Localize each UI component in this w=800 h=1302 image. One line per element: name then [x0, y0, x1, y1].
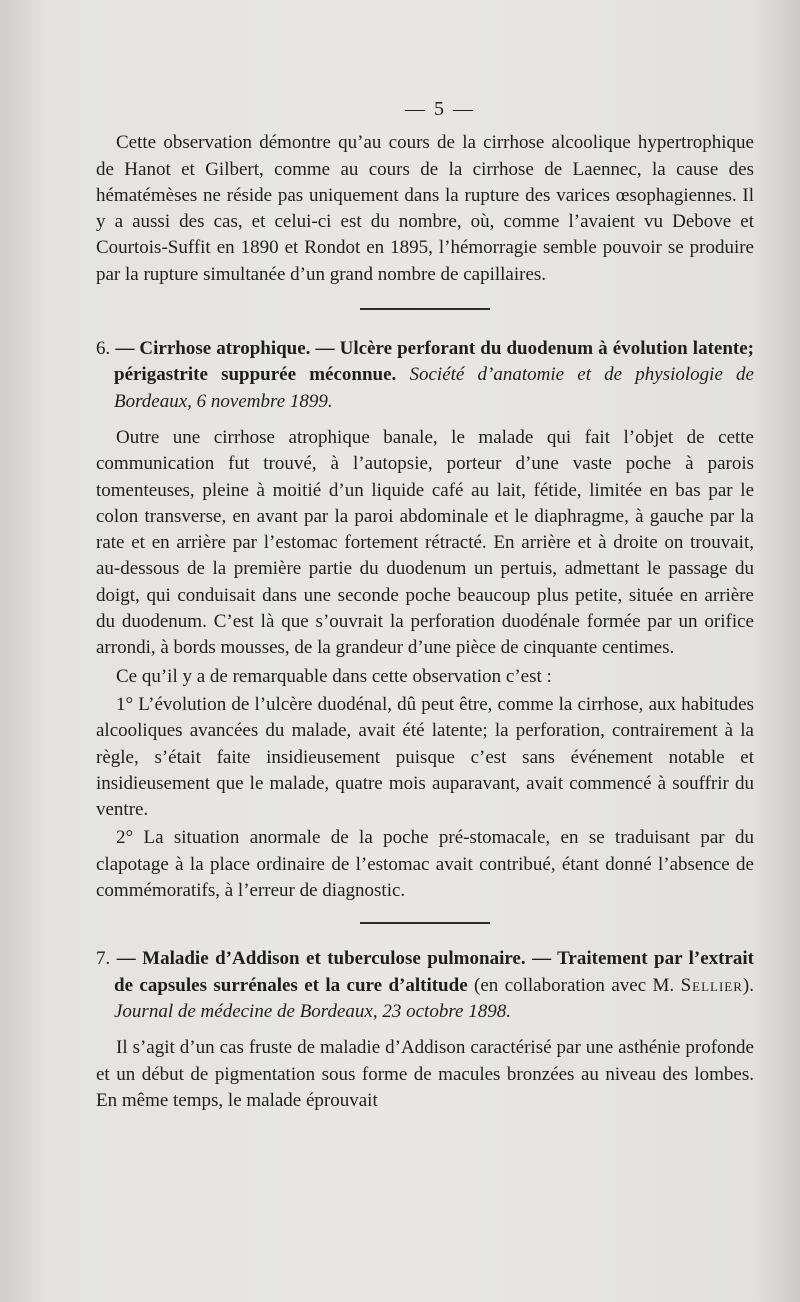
paragraph-addison-case: Il s’agit d’un cas fruste de maladie d’Addison caractérisé par une asthénie profonde et un début de pigmentation sous forme de macules bronzées au niveau des lombes. En même temps, le malade éprouvait	[96, 1037, 754, 1111]
bibliography-entry-7	[96, 946, 754, 1025]
paragraph-observation-conclusion: Cette observation démontre qu’au cours de la cirrhose alcoolique hypertrophique de Hanot et Gilbert, comme au cours de la cirrhose de Laennec, la cause des hématémèses ne réside pas uniquement dans la rupture des varices œsophagiennes. Il y a aussi des cas, et celui-ci est du nombre, où, comme l’avaient vu Debove et Courtois-Suffit en 1890 et Rondot en 1895, l’hémorragie semble pouvoir se produire par la rupture simultanée d’un grand nombre de capillaires.	[96, 132, 754, 285]
entry-7-number: 7.	[96, 948, 111, 970]
entry-7-collab-suffix: ).	[742, 974, 754, 996]
entry-7-collab-name: Sellier	[680, 974, 743, 996]
paragraph-point-2: 2° La situation anormale de la poche pré-stomacale, en se traduisant par du clapotage à la place ordinaire de l’estomac avait contribué, étant donné l’absence de commémoratifs, à l’erreur de diagnostic.	[96, 827, 754, 902]
entry-7-collab-prefix: (en collaboration avec M.	[474, 974, 675, 996]
entry-6-title: — Cirrhose atrophique. — Ulcère perforant du duodenum à évolution latente; périgastrite suppurée méconnue.	[114, 338, 754, 386]
page-number: — 5 —	[405, 98, 475, 120]
entry-6-source: Société d’anatomie et de physiologie de Bordeaux, 6 novembre 1899.	[114, 364, 754, 412]
entry-7-title: — Maladie d’Addison et tuberculose pulmonaire. — Traitement par l’extrait de capsules surrénales et la cure d’altitude	[114, 948, 755, 996]
section-divider	[360, 308, 490, 310]
paragraph-remarkable-intro: Ce qu’il y a de remarquable dans cette observation c’est :	[116, 665, 552, 687]
entry-6-number: 6.	[96, 338, 111, 360]
entry-7-source: Journal de médecine de Bordeaux, 23 octobre 1898.	[114, 1000, 511, 1022]
section-divider	[360, 922, 490, 924]
bibliography-entry-6	[96, 336, 754, 415]
paragraph-point-1: 1° L’évolution de l’ulcère duodénal, dû peut être, comme la cirrhose, aux habitudes alcooliques avancées du malade, avait été latente; la perforation, contrairement à la règle, s’était faite insidieusement puisque c’est sans événement notable et insidieusement que le malade, quatre mois auparavant, avait commencé à souffrir du ventre.	[96, 693, 754, 821]
page-content	[96, 96, 754, 1114]
paragraph-autopsy-description: Outre une cirrhose atrophique banale, le malade qui fait l’objet de cette communication fut trouvé, à l’autopsie, porteur d’une vaste poche à parois tomenteuses, pleine à moitié d’un liquide café au lait, fétide, limitée en bas par le colon transverse, en avant par la paroi abdominale et le diaphragme, à gauche par la rate et en arrière par l’estomac fortement rétracté. En arrière et à droite on trouvait, au-dessous de la première partie du duodenum un pertuis, admettant le passage du doigt, qui conduisait dans une seconde poche beaucoup plus petite, située en arrière du duodenum. C’est là que s’ouvrait la perforation duodénale formée par un orifice arrondi, à bords mousses, de la grandeur d’une pièce de cinquante centimes.	[96, 426, 754, 659]
